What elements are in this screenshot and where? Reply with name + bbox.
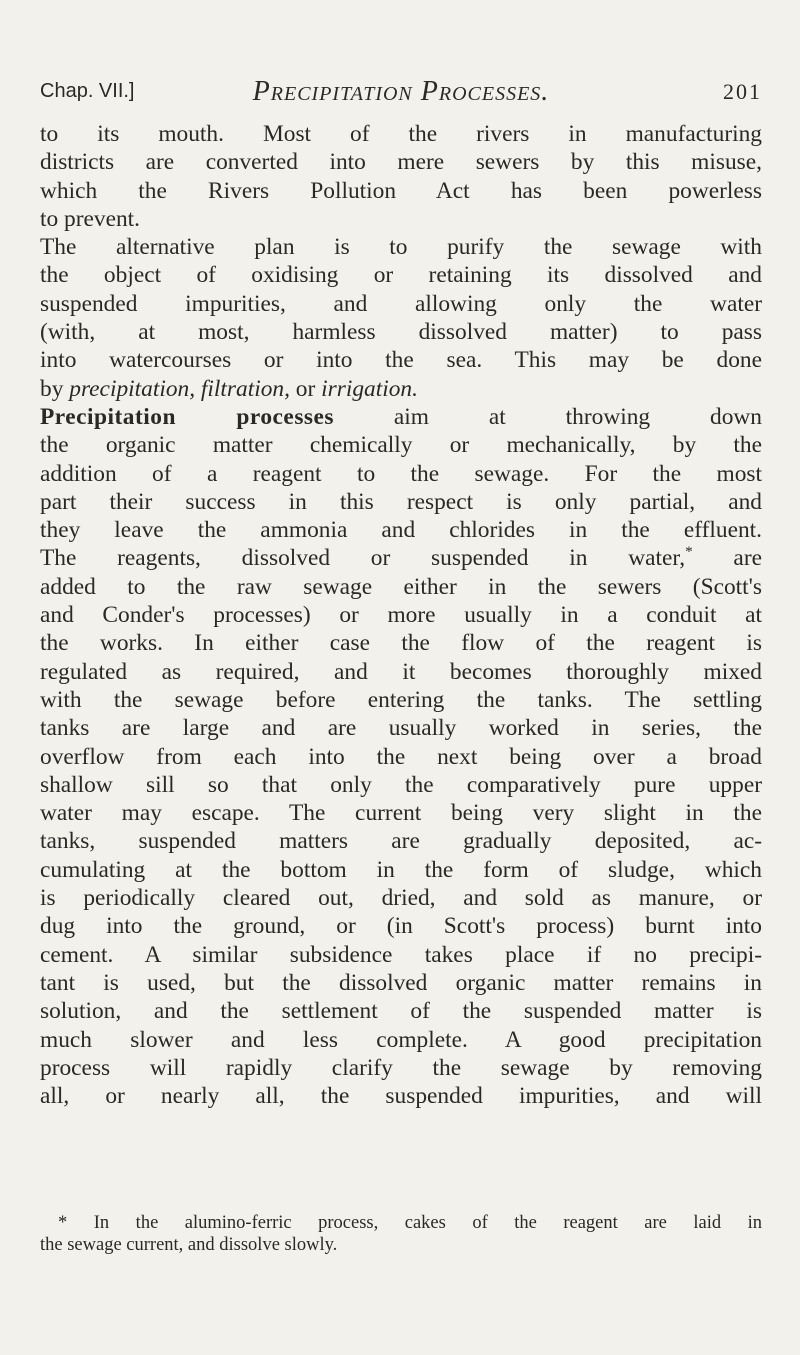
- text-line: The reagents, dissolved or suspended in water,* are: [40, 543, 762, 572]
- text-line: the object of oxidising or retaining its dissolved and: [40, 262, 762, 289]
- text-line: The alternative plan is to purify the sewage with: [40, 234, 762, 261]
- text-line: overflow from each into the next being over a broad: [40, 743, 762, 770]
- text-line: much slower and less complete. A good precipitation: [40, 1026, 762, 1053]
- chapter-label: Chap. VII.]: [40, 80, 135, 102]
- text-line: the works. In either case the flow of the reagent is: [40, 630, 762, 657]
- footnote-reference: *: [685, 543, 693, 561]
- text-line: suspended impurities, and allowing only the water: [40, 290, 762, 317]
- text-line: tanks are large and are usually worked in series, the: [40, 715, 762, 742]
- text-line: all, or nearly all, the suspended impurities, and will: [40, 1083, 762, 1110]
- emphasis: precipitation, filtration,: [69, 375, 290, 402]
- text-line: to its mouth. Most of the rivers in manufacturing: [40, 121, 762, 147]
- text-line: the organic matter chemically or mechanically, by the: [40, 432, 762, 459]
- footnote: [40, 1213, 762, 1256]
- running-header: [40, 76, 762, 110]
- footnote-line: [40, 1213, 762, 1235]
- text-line: into watercourses or into the sea. This may be done: [40, 347, 762, 374]
- text-line: is periodically cleared out, dried, and sold as manure, or: [40, 885, 762, 912]
- text-line: regulated as required, and it becomes thoroughly mixed: [40, 658, 762, 685]
- text-line: Precipitation processes aim at throwing down: [40, 403, 762, 430]
- text-line: and Conder's processes) or more usually in a conduit at: [40, 602, 762, 629]
- page-number: 201: [723, 79, 762, 104]
- text-line: (with, at most, harmless dissolved matter) to pass: [40, 319, 762, 346]
- text-line: by precipitation, filtration, or irrigation.: [40, 375, 418, 402]
- text-line: with the sewage before entering the tanks. The settling: [40, 686, 762, 713]
- text-line: added to the raw sewage either in the sewers (Scott's: [40, 573, 762, 600]
- text-line: shallow sill so that only the comparatively pure upper: [40, 771, 762, 798]
- text-line: process will rapidly clarify the sewage by removing: [40, 1054, 762, 1081]
- section-heading: Precipitation processes: [40, 403, 335, 430]
- footnote-text: In the alumino-ferric process, cakes of the reagent are laid in: [93, 1213, 763, 1233]
- text-line: cement. A similar subsidence takes place if no precipi-: [40, 941, 762, 968]
- text-line: water may escape. The current being very slight in the: [40, 800, 762, 827]
- running-title: Precipitation Processes.: [252, 76, 550, 107]
- footnote-line: the sewage current, and dissolve slowly.: [40, 1234, 338, 1255]
- footnote-mark: *: [58, 1213, 68, 1233]
- text-line: addition of a reagent to the sewage. For the most: [40, 460, 762, 487]
- text-line: districts are converted into mere sewers by this misuse,: [40, 149, 762, 176]
- text-line: tanks, suspended matters are gradually deposited, ac-: [40, 828, 762, 855]
- text-line: tant is used, but the dissolved organic matter remains in: [40, 969, 762, 996]
- text-line: part their success in this respect is only partial, and: [40, 488, 762, 515]
- text-line: solution, and the settlement of the suspended matter is: [40, 998, 762, 1025]
- text-line: cumulating at the bottom in the form of sludge, which: [40, 856, 762, 883]
- text-line: to prevent.: [40, 205, 141, 232]
- text-line: dug into the ground, or (in Scott's process) burnt into: [40, 913, 762, 940]
- text-line: they leave the ammonia and chlorides in the effluent.: [40, 517, 762, 544]
- emphasis: irrigation.: [321, 375, 418, 402]
- text-line: which the Rivers Pollution Act has been powerless: [40, 177, 762, 204]
- body-text: [40, 120, 762, 1110]
